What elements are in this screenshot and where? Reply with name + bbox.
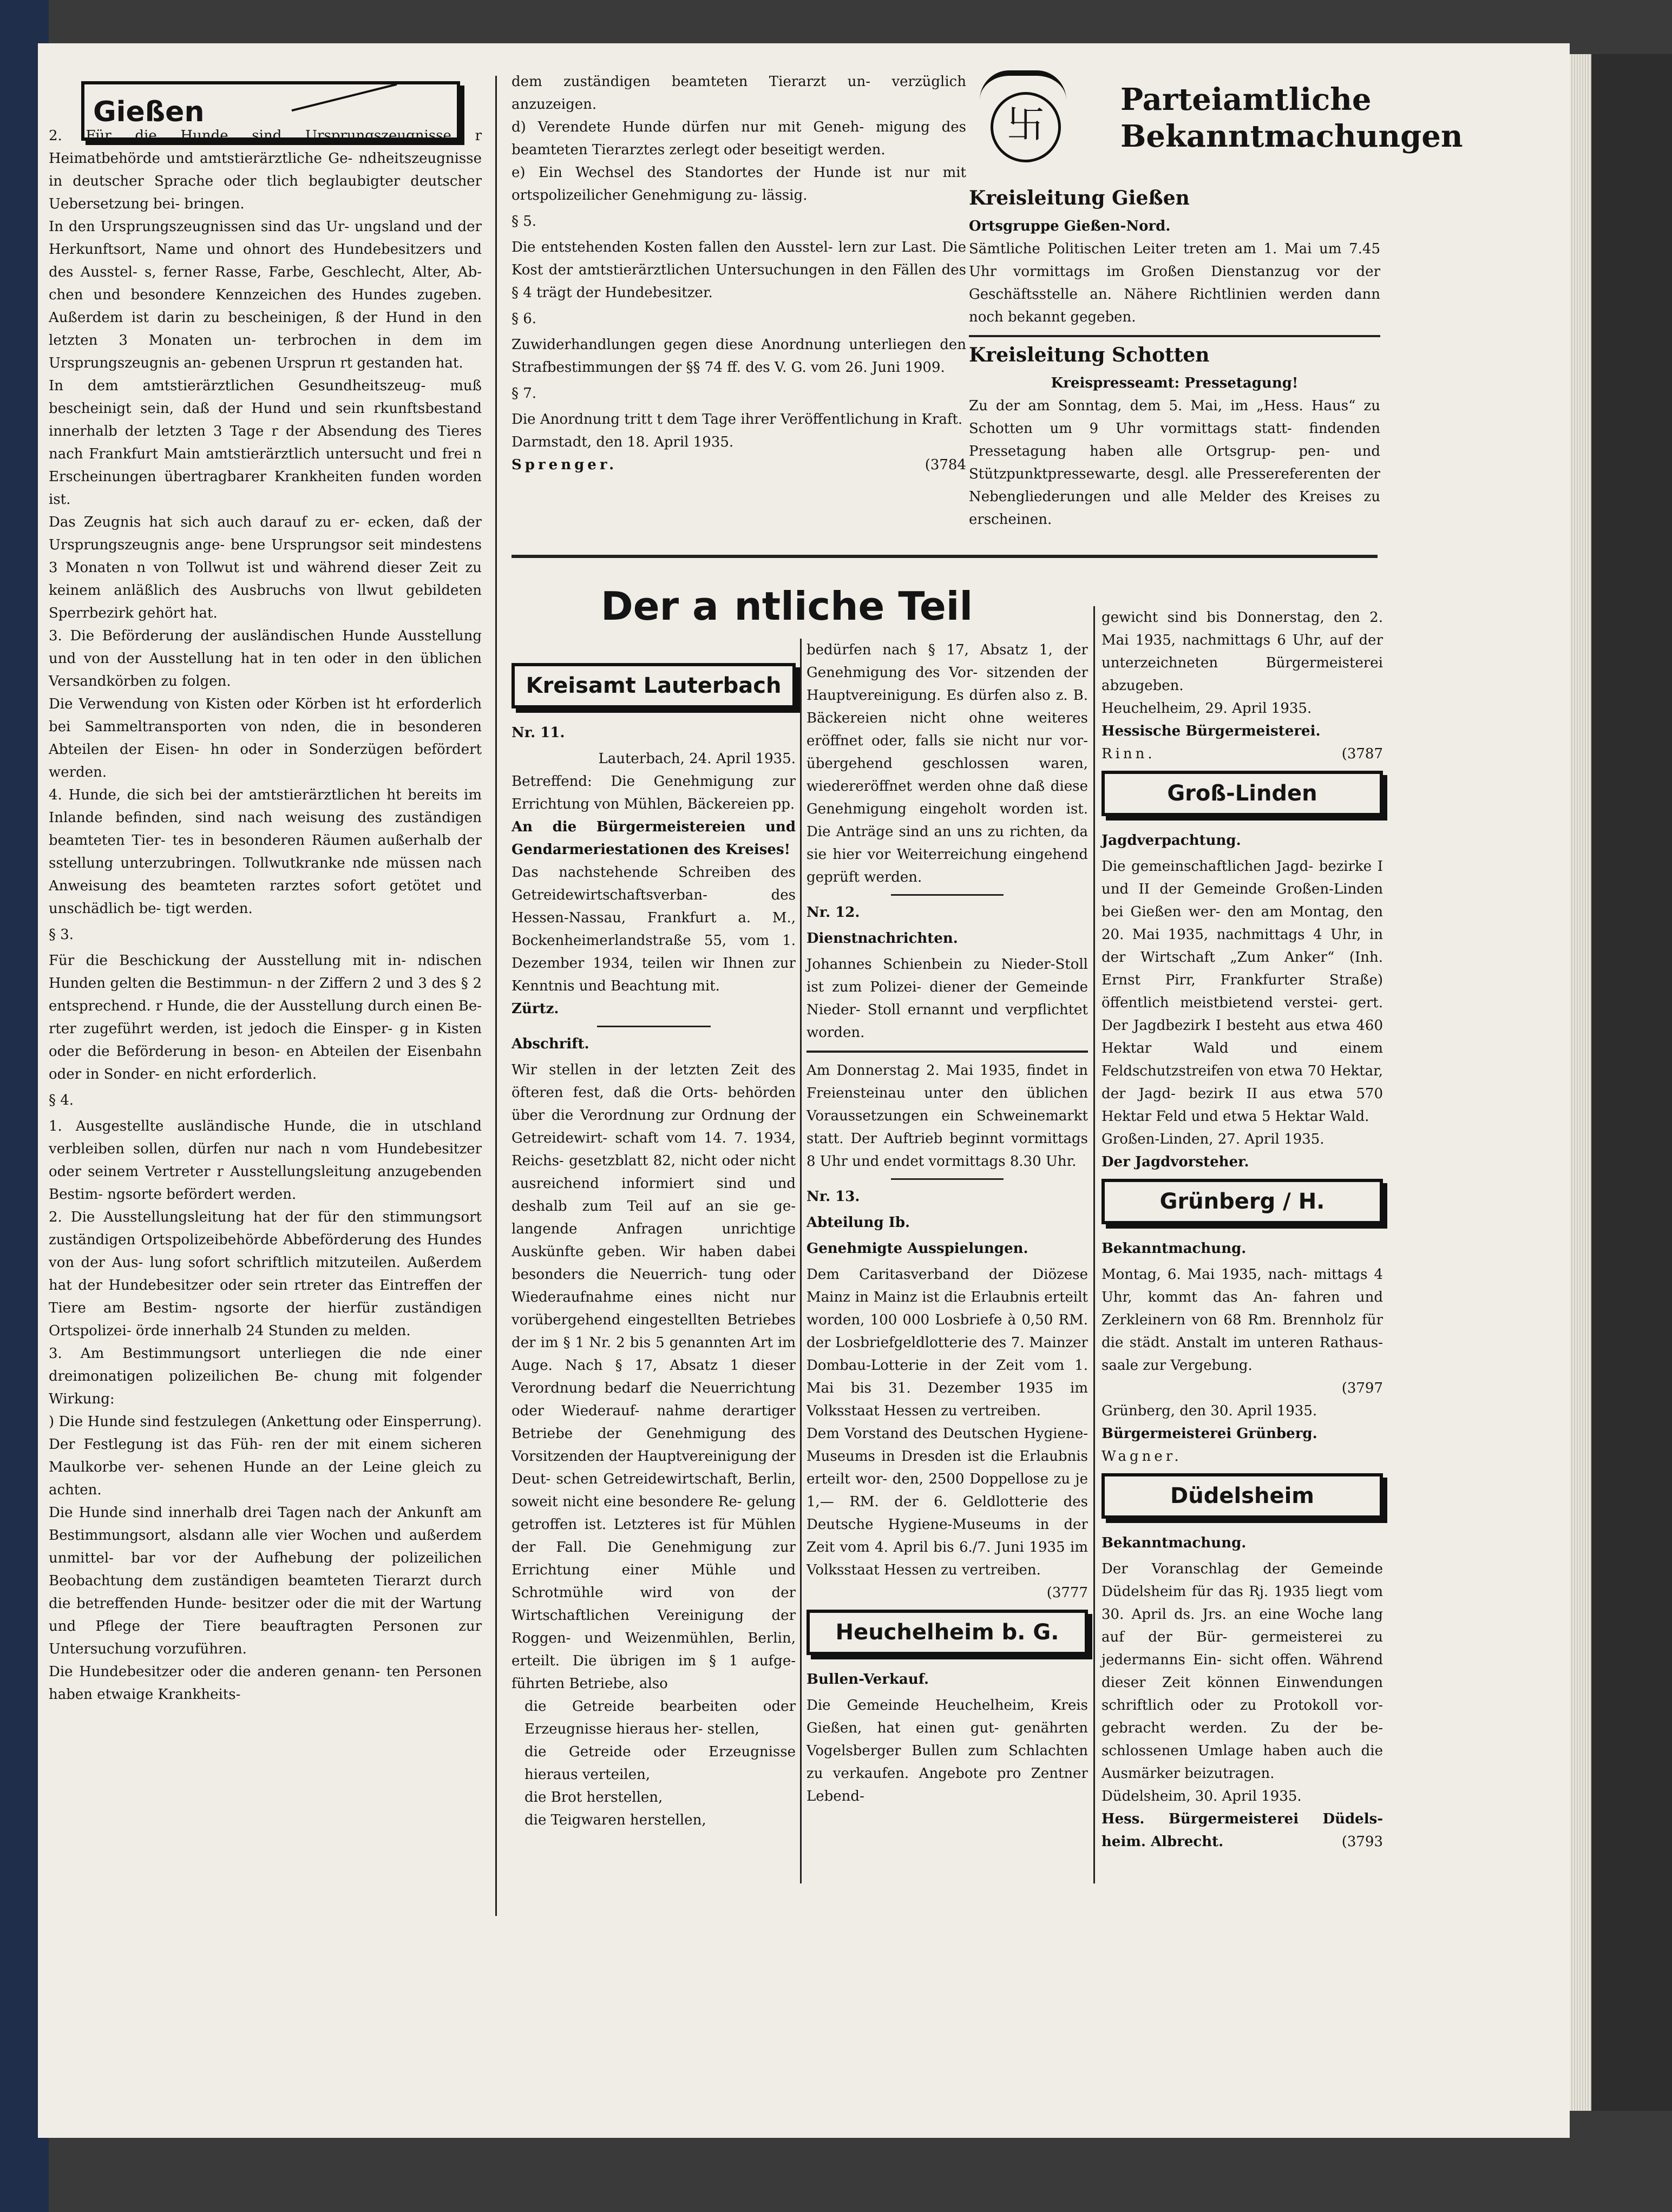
box-duedelsheim: Düdelsheim <box>1101 1473 1383 1519</box>
signature-line: Sprenger. (3784 <box>512 457 966 473</box>
authority: Hessische Bürgermeisterei. <box>1101 723 1321 739</box>
dateline: Grünberg, den 30. April 1935. <box>1101 1403 1317 1419</box>
item-number: Nr. 11. <box>512 725 565 741</box>
box-kreisamt-lauterbach: Kreisamt Lauterbach <box>512 663 796 708</box>
paragraph: 3. Die Beförderung der ausländischen Hunde Ausstellung und von der Ausstellung hat in ten oder in den üblichen Versandkörben zu folgen. <box>49 628 482 690</box>
heading: Bekanntmachung. <box>1101 1535 1247 1551</box>
column-1 <box>49 124 482 1706</box>
dateline: Lauterbach, 24. April 1935. <box>598 751 796 767</box>
paragraph: Montag, 6. Mai 1935, nach- mittags 4 Uhr, kommt das An- fahren und Zerkleinern von 68 Rm. Brennholz für die städt. Anstalt im unteren Rathaus- saale zur Vergebung. <box>1101 1266 1383 1374</box>
party-header <box>991 70 1463 179</box>
section-number: § 4. <box>49 1092 74 1108</box>
paragraph: Die Hunde sind innerhalb drei Tagen nach der Ankunft am Bestimmungsort, alsdann alle vier Wochen und außerdem unmittel- bar vor der Aufhebung der polizeilichen Beobachtung dem zuständigen beamteten Tierarzt durch die betreffenden Hunde- besitzer oder die mit der Wartung und Pflege der Tiere beauftragten Personen zur Untersuchung vorzuführen. <box>49 1505 482 1657</box>
paragraph: Zuwiderhandlungen gegen diese Anordnung unterliegen den Strafbestimmungen der §§ 74 ff. des V. G. vom 26. Juni 1909. <box>512 337 966 376</box>
paragraph: e) Ein Wechsel des Standortes der Hunde ist nur mit ortspolizeilicher Genehmigung zu- lässig. <box>512 165 966 204</box>
signature: Zürtz. <box>512 1001 559 1017</box>
paragraph: dem zuständigen beamteten Tierarzt un- verzüglich anzuzeigen. <box>512 74 966 113</box>
column-6 <box>1101 606 1383 1853</box>
paragraph: bedürfen nach § 17, Absatz 1, der Genehmigung des Vor- sitzenden der Hauptvereinigung. Es dürfen also z. B. Bäckereien nicht ohne weiteres eröffnet oder, falls sie nicht nur vor- übergehend geschlossen waren, wiedereröffnet werden ohne daß diese Genehmigung eingeholt worden ist. Die Anträge sind an uns zu richten, da sie hier vor Weiterreichung eingehend geprüft werden. <box>807 642 1088 885</box>
authority: Bürgermeisterei Grünberg. <box>1101 1426 1317 1442</box>
heading: Bekanntmachung. <box>1101 1240 1247 1257</box>
heading: Dienstnachrichten. <box>807 930 958 947</box>
signature: Der Jagdvorsteher. <box>1101 1154 1249 1170</box>
paragraph: Die entstehenden Kosten fallen den Ausstel- lern zur Last. Die Kost der amtstierärztlichen Untersuchungen in den Fällen des § 4 trägt der Hundebesitzer. <box>512 239 966 301</box>
list-item: die Getreide bearbeiten oder Erzeugnisse hieraus her- stellen, <box>524 1698 796 1737</box>
dateline: Düdelsheim, 30. April 1935. <box>1101 1788 1302 1804</box>
horizontal-divider <box>512 555 1378 558</box>
item-number: Nr. 12. <box>807 904 860 921</box>
paragraph: gewicht sind bis Donnerstag, den 2. Mai 1935, nachmittags 6 Uhr, auf der unterzeichneten Bürgermeisterei abzugeben. <box>1101 609 1383 694</box>
signature-line: Rinn. (3787 <box>1101 746 1383 762</box>
paragraph: 1. Ausgestellte ausländische Hunde, die in utschland verbleiben sollen, dürfen nur nach n vom Hundebesitzer oder seinem Vertreter r Ausstellungsleitung anzugebenden Bestim- ngsorte befördert werden. <box>49 1118 482 1203</box>
column-2 <box>512 70 966 476</box>
dateline: Heuchelheim, 29. April 1935. <box>1101 700 1312 717</box>
paragraph: ) Die Hunde sind festzulegen (Ankettung oder Einsperrung). Der Festlegung ist das Füh- ren der mit einem sicheren Maulkorbe ver- sehenen Hunde an der Leine gleich zu achten. <box>49 1414 482 1498</box>
paragraph: d) Verendete Hunde dürfen nur mit Geneh- migung des beamteten Tierarztes zerlegt oder beseitigt werden. <box>512 119 966 158</box>
column-3 <box>969 181 1380 531</box>
paragraph: Das Zeugnis hat sich auch darauf zu er- ecken, daß der Ursprungszeugnis ange- bene Ursprungsor seit mindestens 3 Monaten n von Tollwut ist und während dieser Zeit zu keinem anläßlich des Ausbruchs von llwut gebildeten Sperrbezirk gehört hat. <box>49 514 482 621</box>
list-item: die Teigwaren herstellen, <box>524 1812 706 1828</box>
reference-number: (3797 <box>1341 1380 1383 1396</box>
heading-kreisleitung-giessen: Kreisleitung Gießen <box>969 187 1190 209</box>
column-4 <box>512 658 796 1832</box>
paragraph: An die Bürgermeistereien und Gendarmeriestationen des Kreises! <box>512 819 796 858</box>
signature: Wagner. <box>1101 1448 1182 1465</box>
paragraph: Der Voranschlag der Gemeinde Düdelsheim für das Rj. 1935 liegt vom 30. April ds. Jrs. an eine Woche lang auf der Bür- germeisterei zu jedermanns Ein- sicht offen. Während dieser Zeit können Einwendungen schriftlich oder zu Protokoll vor- gebracht werden. Zu der be- schlossenen Umlage haben auch die Ausmärker beizutragen. <box>1101 1561 1383 1782</box>
section-header-giessen: Gießen <box>81 81 460 141</box>
paragraph: In dem amtstierärztlichen Gesundheitszeug- muß bescheinigt sein, daß der Hund und sein rkunftsbestand innerhalb der letzten 3 Tage r der Absendung des Tieres nach Frankfurt Main amtstierärztlich untersucht und frei n Erscheinungen übertragbarer Krankheiten funden worden ist. <box>49 378 482 508</box>
paragraph: Am Donnerstag 2. Mai 1935, findet in Freiensteinau unter den üblichen Voraussetzungen ein Schweinemarkt statt. Der Auftrieb beginnt vormittags 8 Uhr und endet vormittags 8.30 Uhr. <box>807 1062 1088 1170</box>
item-number: Nr. 13. <box>807 1189 860 1205</box>
paragraph: Für die Beschickung der Ausstellung mit in- ndischen Hunden gelten die Bestimmun- n der Ziffern 2 und 3 des § 2 entsprechend. r Hunde, die der Ausstellung durch einen Be- rter zugeführt werden, ist jedoch die Einsper- g in Kisten oder die Beförderung in beson- en Abteilen der Eisenbahn oder in Sonder- en nicht erforderlich. <box>49 953 482 1082</box>
paragraph: Zu der am Sonntag, dem 5. Mai, im „Hess. Haus“ zu Schotten um 9 Uhr vormittags statt- findenden Pressetagung haben alle Ortsgrup- pen- und Stützpunktpressewarte, desgl. alle Pressereferenten der Nebengliederungen und alle Melder des Kreises zu erscheinen. <box>969 398 1380 528</box>
paragraph: Die Verwendung von Kisten oder Körben ist ht erforderlich bei Sammeltransporten von nden, die in besonderen Abteilen der Eisen- hn oder in Sonderzügen befördert werden. <box>49 696 482 780</box>
paragraph: Die Gemeinde Heuchelheim, Kreis Gießen, hat einen gut- genährten Vogelsberger Bullen zum Schlachten zu verkaufen. Angebote pro Zentner Lebend- <box>807 1697 1088 1804</box>
paragraph: Die gemeinschaftlichen Jagd- bezirke I und II der Gemeinde Großen-Linden bei Gießen wer- den am Montag, den 20. Mai 1935, nachmittags 4 Uhr, in der Wirtschaft „Zum Anker“ (Inh. Ernst Pirr, Frankfurter Straße) öffentlich meistbietend verstei- gert. Der Jagdbezirk I besteht aus etwa 460 Hektar Wald und einem Feldschutzstreifen von etwa 70 Hektar, der Jagd- bezirk II aus etwa 570 Hektar Feld und etwa 5 Hektar Wald. <box>1101 858 1383 1125</box>
signature-line: Hess. Bürgermeisterei Düdels- heim. Albrecht. (3793 <box>1101 1811 1383 1850</box>
divider <box>807 1051 1088 1053</box>
paragraph: 2. Die Ausstellungsleitung hat der für den stimmungsort zuständigen Ortspolizeibehörde Abbeförderung des Hundes von der Aus- lung sofort schriftlich mitzuteilen. Außerdem hat der Hundebesitzer oder sein rtreter das Eintreffen der Tiere am Bestim- ngsorte der hierfür zuständigen Ortspolizei- örde innerhalb 24 Stunden zu melden. <box>49 1209 482 1339</box>
box-heuchelheim: Heuchelheim b. G. <box>807 1610 1088 1655</box>
section-title-amtlicher-teil: Der a ntliche Teil <box>601 583 973 629</box>
heading: Bullen-Verkauf. <box>807 1671 929 1688</box>
divider <box>891 1178 1004 1180</box>
dateline: Großen-Linden, 27. April 1935. <box>1101 1131 1325 1147</box>
paragraph: In den Ursprungszeugnissen sind das Ur- ungsland und der Herkunftsort, Name und ohnort des Hundebesitzers und des Ausstel- s, ferner Rasse, Farbe, Geschlecht, Alter, Ab- chen und besondere Kennzeichen des Hundes zugeben. Außerdem ist darin zu bescheinigen, ß der Hund in den letzten 3 Monaten un- terbrochen in dem im Ursprungszeugnis an- gebenen Ursprun rt gestanden hat. <box>49 219 482 371</box>
paragraph: 2. Für die Hunde sind Ursprungszeugnisse r Heimatbehörde und amtstierärztliche Ge- ndheitszeugnisse in deutscher Sprache oder tlich beglaubigter deutscher Uebersetzung bei- bringen. <box>49 128 482 212</box>
divider <box>597 1026 711 1027</box>
paragraph: 4. Hunde, die sich bei der amtstierärztlichen ht bereits im Inlande befinden, sind nach weisung des zuständigen beamteten Tier- tes in besonderen Räumen außerhalb der sstellung unterzubringen. Tollwutkranke nde müssen nach Anweisung des beamteten rarztes sofort getötet und unschädlich be- tigt werden. <box>49 787 482 917</box>
subheading: Abteilung Ib. <box>807 1215 910 1231</box>
paragraph: Dem Caritasverband der Diözese Mainz in Mainz ist die Erlaubnis erteilt worden, 100 000 Losbriefe à 0,50 RM. der Losbriefgeldlotterie des 7. Mainzer Dombau-Lotterie in der Zeit vom 1. Mai bis 31. Dezember 1935 im Volksstaat Hessen zu vertreiben. <box>807 1266 1088 1419</box>
dateline: Darmstadt, den 18. April 1935. <box>512 434 734 450</box>
emblem-icon: 卐 <box>991 92 1061 162</box>
heading: Genehmigte Ausspielungen. <box>807 1240 1028 1257</box>
paragraph: Wir stellen in der letzten Zeit des öfteren fest, daß die Orts- behörden über die Verordnung zur Ordnung der Getreidewirt- schaft vom 14. 7. 1934, Reichs- gesetzblatt 82, nicht oder nicht ausreichend informiert sind und deshalb zum Teil auf an sie ge- langende Anfragen unrichtige Auskünfte geben. Wir haben dabei besonders die Neuerrich- tung oder Wiederaufnahme eines nicht nur vorübergehend eingestellten Betriebes der im § 1 Nr. 2 bis 5 genannten Art im Auge. Nach § 17, Absatz 1 dieser Verordnung bedarf die Neuerrichtung oder Wiederauf- nahme derartiger Betriebe der Genehmigung des Vorsitzenden der Hauptvereinigung der Deut- schen Getreidewirtschaft, Berlin, soweit nicht eine besondere Re- gelung getroffen ist. Letzteres ist für Mühlen der Fall. Die Genehmigung zur Errichtung einer Mühle und Schrotmühle wird von der Wirtschaftlichen Vereinigung der Roggen- und Weizenmühlen, Berlin, erteilt. Die übrigen im § 1 aufge- führten Betriebe, also <box>512 1062 796 1692</box>
section-number: § 7. <box>512 385 537 402</box>
paragraph: Betreffend: Die Genehmigung zur Errichtung von Mühlen, Bäckereien pp. <box>512 773 796 812</box>
heading-kreisleitung-schotten: Kreisleitung Schotten <box>969 344 1210 366</box>
section-number: § 5. <box>512 213 537 229</box>
divider <box>891 894 1004 896</box>
page-stack-edge <box>1570 54 1672 2111</box>
divider <box>969 335 1380 337</box>
list-item: die Brot herstellen, <box>524 1789 663 1806</box>
column-divider <box>800 639 802 1883</box>
column-divider <box>495 76 497 1916</box>
column-5 <box>807 639 1088 1808</box>
paragraph: Dem Vorstand des Deutschen Hygiene-Museums in Dresden ist die Erlaubnis erteilt wor- den, 2500 Doppellose zu je 1,— RM. der 6. Geldlotterie des Deutsche Hygiene-Museums in der Zeit vom 4. April bis 6./7. Juni 1935 im Volksstaat Hessen zu vertreiben. <box>807 1426 1088 1578</box>
paragraph: Die Hundebesitzer oder die anderen genann- ten Personen haben etwaige Krankheits- <box>49 1664 482 1703</box>
paragraph: Die Anordnung tritt t dem Tage ihrer Veröffentlichung in Kraft. <box>512 411 963 428</box>
heading: Abschrift. <box>512 1036 589 1052</box>
paragraph: 3. Am Bestimmungsort unterliegen die nde einer dreimonatigen polizeilichen Be- chung mit folgender Wirkung: <box>49 1345 482 1407</box>
column-divider <box>1093 606 1095 1883</box>
subheading: Ortsgruppe Gießen-Nord. <box>969 218 1171 234</box>
box-gross-linden: Groß-Linden <box>1101 771 1383 816</box>
paragraph: Sämtliche Politischen Leiter treten am 1. Mai um 7.45 Uhr vormittags im Großen Dienstanzug vor der Geschäftsstelle an. Nähere Richtlinien werden dann noch bekannt gegeben. <box>969 241 1380 325</box>
box-gruenberg: Grünberg / H. <box>1101 1179 1383 1224</box>
paragraph: Das nachstehende Schreiben des Getreidewirtschaftsverban- des Hessen-Nassau, Frankfurt a. M., Bockenheimerlandstraße 55, vom 1. Dezember 1934, teilen wir Ihnen zur Kenntnis und Beachtung mit. <box>512 864 796 994</box>
subheading: Kreispresseamt: Pressetagung! <box>1051 375 1299 391</box>
reference-number: (3777 <box>1046 1585 1088 1601</box>
section-number: § 3. <box>49 927 74 943</box>
list-item: die Getreide oder Erzeugnisse hieraus verteilen, <box>524 1744 796 1783</box>
party-title: Parteiamtliche Bekanntmachungen <box>1120 82 1463 154</box>
paragraph: Johannes Schienbein zu Nieder-Stoll ist zum Polizei- diener der Gemeinde Nieder- Stoll ernannt und verpflichtet worden. <box>807 956 1088 1041</box>
section-number: § 6. <box>512 311 537 327</box>
heading: Jagdverpachtung. <box>1101 832 1241 849</box>
